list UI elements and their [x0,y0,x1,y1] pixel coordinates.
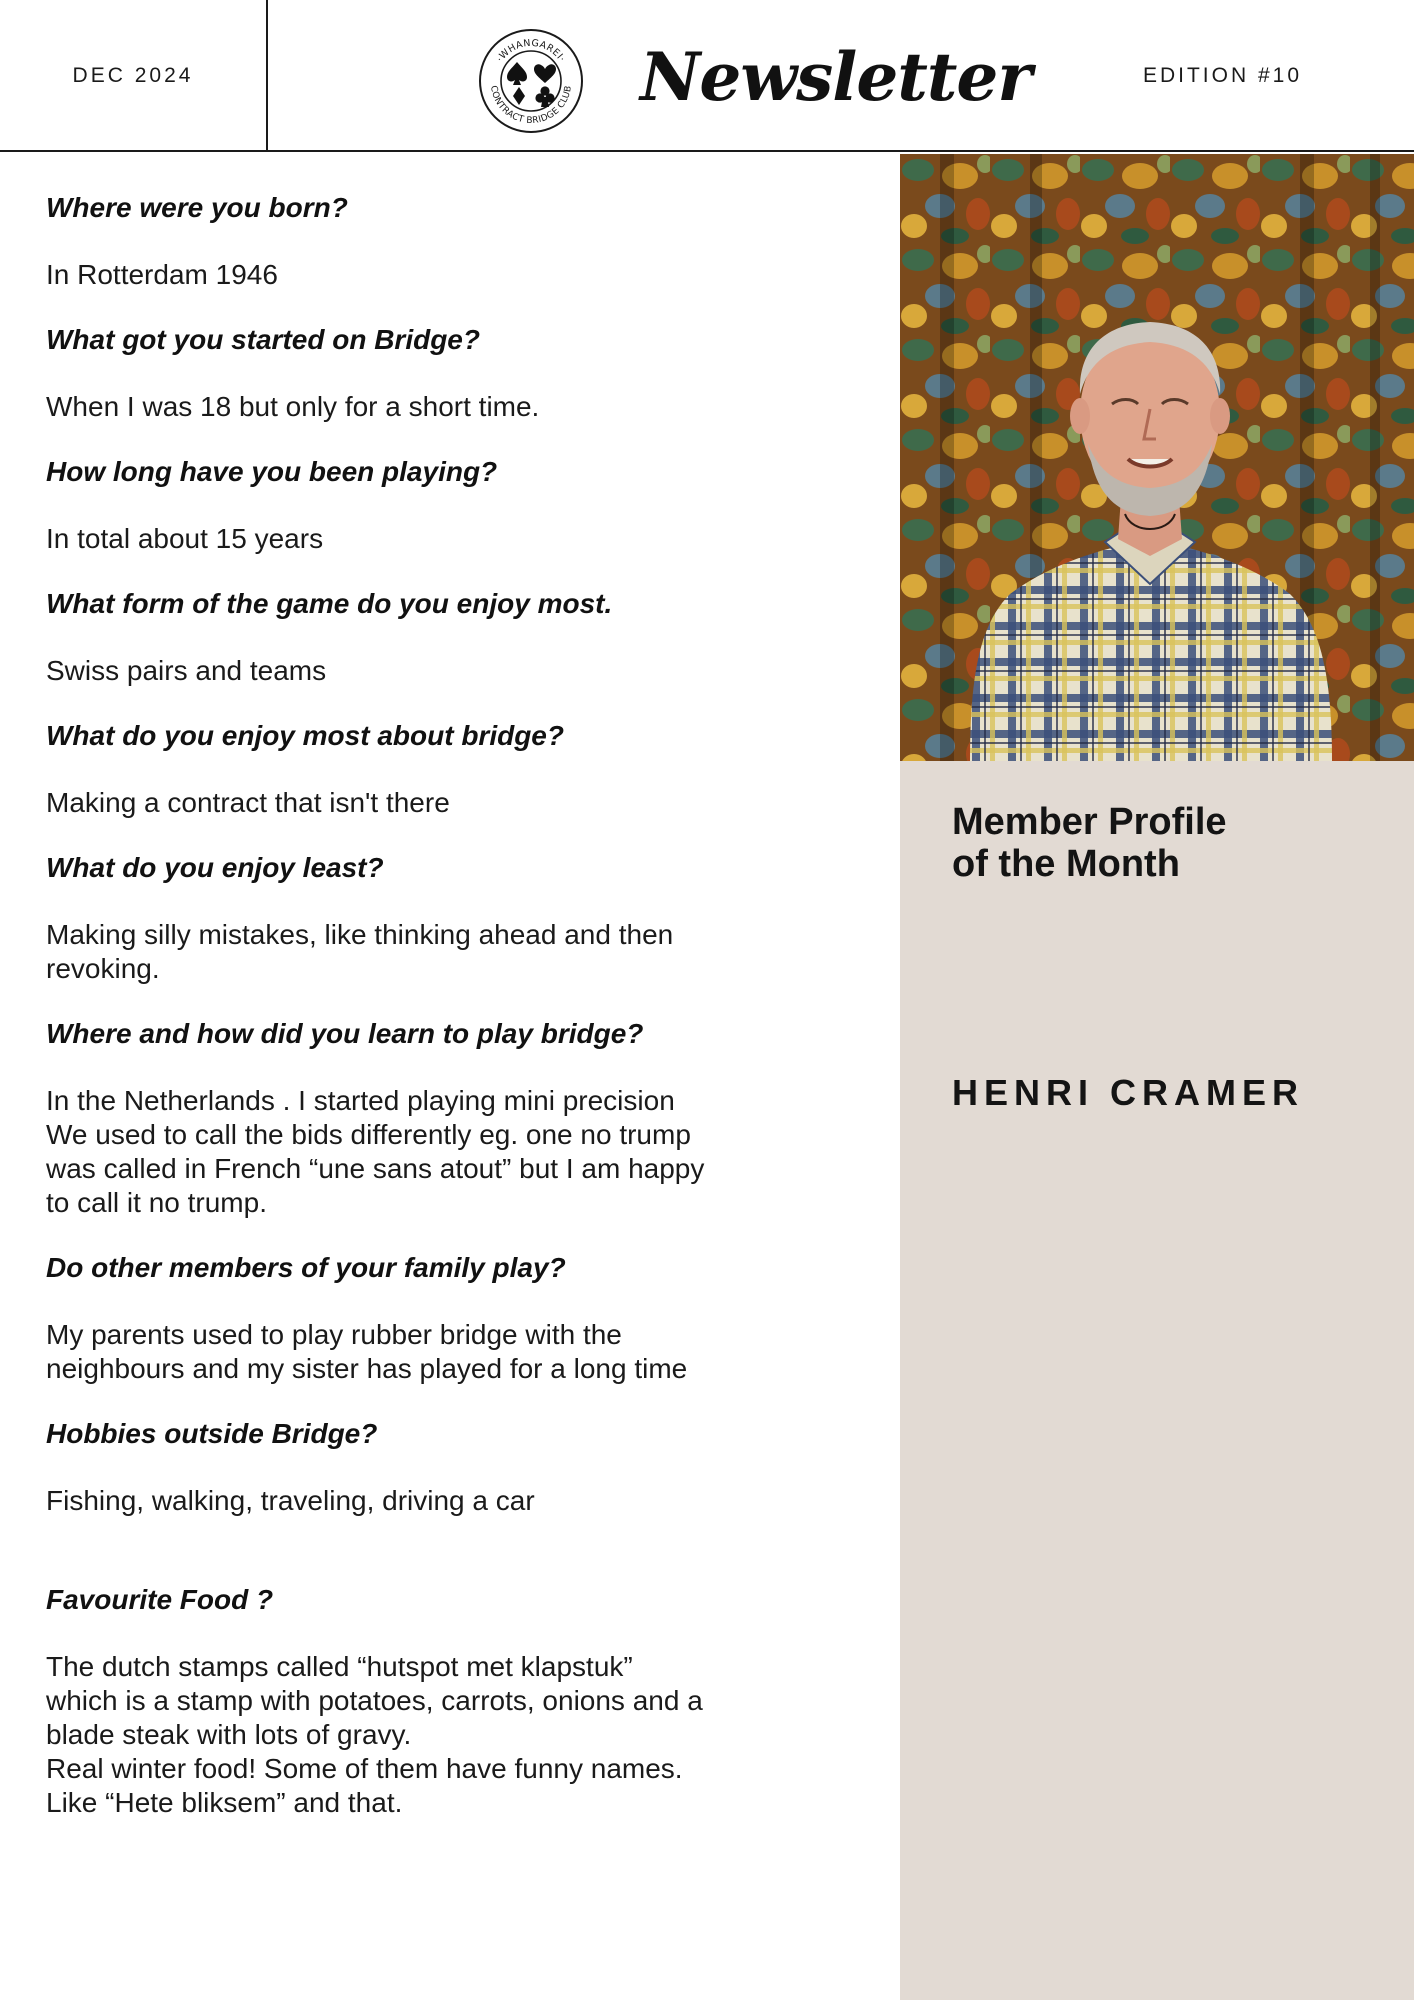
question: What do you enjoy most about bridge? [46,720,564,751]
profile-heading-text: Member Profile of the Month [952,801,1227,885]
edition-number: EDITION #10 [1142,64,1303,87]
svg-text:·WHANGAREI·: ·WHANGAREI· [494,37,568,65]
question: Do other members of your family play? [46,1252,566,1283]
profile-heading [952,801,1372,885]
question: How long have you been playing? [46,456,498,487]
interview-column [46,190,866,1850]
answer: Making silly mistakes, like thinking ahead and then revoking. [46,919,674,984]
question: What form of the game do you enjoy most. [46,588,613,619]
bridge-club-logo [477,27,585,135]
answer: In the Netherlands . I started playing mini precision We used to call the bids differently eg. one no trump was called in French “une sans atout” but I am happy to call it no trump. [46,1085,705,1218]
question: Hobbies outside Bridge? [46,1418,378,1449]
answer: Making a contract that isn't there [46,787,450,818]
question: Favourite Food ? [46,1584,274,1615]
answer: Fishing, walking, traveling, driving a car [46,1485,535,1516]
newsletter-header [0,0,1414,152]
question: What do you enjoy least? [46,852,384,883]
answer: Swiss pairs and teams [46,655,327,686]
answer: When I was 18 but only for a short time. [46,391,540,422]
profile-panel [900,154,1414,2000]
question: Where and how did you learn to play bridge? [46,1018,644,1049]
answer: In total about 15 years [46,523,324,554]
newsletter-title: Newsletter [640,38,1032,116]
svg-text:CONTRACT BRIDGE CLUB: CONTRACT BRIDGE CLUB [488,84,574,127]
member-name: HENRI CRAMER [952,1072,1305,1113]
answer: In Rotterdam 1946 [46,259,278,290]
question: Where were you born? [46,192,348,223]
answer: My parents used to play rubber bridge with the neighbours and my sister has played for a long time [46,1319,688,1384]
answer: The dutch stamps called “hutspot met klapstuk” which is a stamp with potatoes, carrots, onions and a blade steak with lots of gravy. Real winter food! Some of them have funny names. Like “Hete bliksem” and that. [46,1651,703,1818]
issue-date: DEC 2024 [0,0,268,152]
question: What got you started on Bridge? [46,324,480,355]
member-photo [900,154,1414,761]
